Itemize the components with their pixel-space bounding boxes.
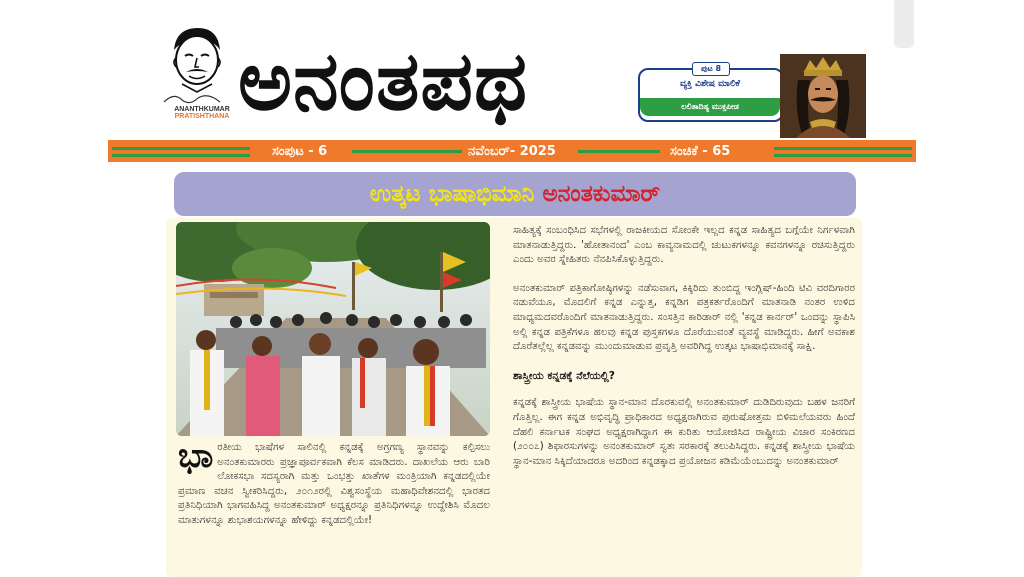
page-edge-shadow xyxy=(894,0,914,48)
issue-volume: ಸಂಪುಟ - 6 xyxy=(272,144,328,159)
issue-info-band xyxy=(108,140,916,164)
article-subheading: ಶಾಸ್ತ್ರೀಯ ಕನ್ನಡಕ್ಕೆ ನೆಲೆಯಲ್ಲಿ? xyxy=(513,369,615,382)
event-photo xyxy=(176,222,490,436)
article-paragraph: ಅನಂತಕುಮಾರ್ ಪತ್ರಿಕಾಗೋಷ್ಠಿಗಳನ್ನು ನಡೆಸುವಾಗ, ಕಿಕ್ಕಿರಿದು ತುಂಬಿದ್ದ ಇಂಗ್ಲಿಷ್-ಹಿಂದಿ ಟಿವಿ ವರದಿಗಾರರ ನಡುವೆಯೂ, ಮೊದಲಿಗೆ ಕನ್ನಡ ಎನ್ನುತ್ತ, ಕನ್ನಡಿಗ ಪತ್ರಕರ್ತರೊಂದಿಗೆ ಮಾತನಾಡಿ ನಂತರ ಉಳಿದ ಮಾಧ್ಯಮದವರೊಂದಿಗೆ ಮಾತನಾಡುತ್ತಿದ್ದರು. ಸಂಸತ್ತಿನ ಕಾರಿಡಾರ್ ನಲ್ಲಿ 'ಕನ್ನಡ ಕಾರ್ನರ್' ಒಂದನ್ನು ಸ್ಥಾಪಿಸಿ ಅಲ್ಲಿ ಕನ್ನಡ ಪತ್ರಿಕೆಗಳೂ ಹಲವು ಕನ್ನಡ ಪುಸ್ತಕಗಳೂ ದೊರೆಯುವಂತೆ ವ್ಯವಸ್ಥೆ ಮಾಡಿದ್ದರು. ಹೀಗೆ ಅವಕಾಶ ದೊರೆತಲ್ಲೆಲ್ಲ ಕನ್ನಡವನ್ನು ಮುಂದುಮಾಡುವ ಪ್ರವೃತ್ತಿ ಅವರಿಗಿದ್ದ ಉತ್ಕಟ ಭಾಷಾಭಿಮಾನಕ್ಕೆ ಸಾಕ್ಷಿ. xyxy=(513,282,855,353)
masthead-title: ಅನಂತಪಥ xyxy=(238,34,528,129)
article-column-right xyxy=(513,224,855,483)
brand-name: ANANTHKUMAR PRATISHTHANA xyxy=(174,106,230,120)
article-paragraph: ಕನ್ನಡಕ್ಕೆ ಶಾಸ್ತ್ರೀಯ ಭಾಷೆಯ ಸ್ಥಾನ-ಮಾನ ದೊರಕುವಲ್ಲಿ ಅನಂತಕುಮಾರ್ ದುಡಿದಿರುವುದು ಬಹಳ ಜನರಿಗೆ ಗೊತ್ತಿಲ್ಲ. ಈಗ ಕನ್ನಡ ಅಭಿವೃದ್ಧಿ ಪ್ರಾಧಿಕಾರದ ಅಧ್ಯಕ್ಷರಾಗಿರುವ ಪುರುಷೋತ್ತಮ ಬಿಳಿಮಲೆಯವರು ಹಿಂದೆ ದೆಹಲಿ ಕರ್ನಾಟಕ ಸಂಘದ ಅಧ್ಯಕ್ಷರಾಗಿದ್ದಾಗ ಈ ಕುರಿತು ಆಯೋಜಿಸಿದ ರಾಷ್ಟ್ರೀಯ ವಿಚಾರ ಸಂಕಿರಣದ (೨೦೦೭) ಶಿಫಾರಸುಗಳನ್ನು ಅನಂತಕುಮಾರ್ ಸ್ವತಃ ಸರಕಾರಕ್ಕೆ ತಲುಪಿಸಿದ್ದರು. ಕನ್ನಡಕ್ಕೆ ಶಾಸ್ತ್ರೀಯ ಭಾಷೆಯ ಸ್ಥಾನ-ಮಾನ ಸಿಕ್ಕಿದೆಯಾದರೂ ಅದರಿಂದ ಕನ್ನಡಕ್ಕಾದ ಪ್ರಯೋಜನ ಕಡಿಮೆಯೆಂಬುದನ್ನು ಅನಂತಕುಮಾರ್ xyxy=(513,397,855,467)
founder-caricature xyxy=(160,22,232,106)
drop-cap: ಭಾ xyxy=(178,436,214,476)
headline-banner xyxy=(174,172,856,216)
series-name: ವ್ಯಕ್ತಿ ವಿಶೇಷ ಮಾಲಿಕೆ xyxy=(680,79,740,89)
series-page-label: ಪುಟ 8 xyxy=(692,62,730,76)
article-column-left xyxy=(178,436,490,529)
series-subject: ಲಲಿತಾದಿತ್ಯ ಮುಕ್ತಪೀಡ xyxy=(640,98,780,116)
series-badge xyxy=(638,62,782,120)
article-paragraph: ಸಾಹಿತ್ಯಕ್ಕೆ ಸಂಬಂಧಿಸಿದ ಸಭೆಗಳಲ್ಲಿ ರಾಜಕೀಯದ ಸೋಂಕೇ ಇಲ್ಲದ ಕನ್ನಡ ಸಾಹಿತ್ಯದ ಬಗ್ಗೆಯೇ ನಿರ್ಗಳವಾಗಿ ಮಾತನಾಡುತ್ತಿದ್ದರು. 'ಹೋತಾನಂದ' ಎಂಬ ಕಾವ್ಯನಾಮದಲ್ಲಿ ಚುಟುಕಗಳನ್ನೂ ಕವನಗಳನ್ನೂ ರಚಿಸುತ್ತಿದ್ದರು ಎಂದು ಅವರ ಸ್ನೇಹಿತರು ನೆನಪಿಸಿಕೊಳ್ಳುತ್ತಿದ್ದರು. xyxy=(513,225,855,266)
king-portrait-image xyxy=(780,54,866,138)
issue-number: ಸಂಚಿಕೆ - 65 xyxy=(670,144,731,159)
article-headline: ಉತ್ಕಟ ಭಾಷಾಭಿಮಾನಿ ಅನಂತಕುಮಾರ್ xyxy=(369,181,661,207)
issue-date: ನವೆಂಬರ್- 2025 xyxy=(468,144,556,159)
article-left-text: ರತೀಯ ಭಾಷೆಗಳ ಸಾಲಿನಲ್ಲಿ ಕನ್ನಡಕ್ಕೆ ಅಗ್ರಗಣ್ಯ ಸ್ಥಾನವನ್ನು ಕಲ್ಪಿಸಲು ಅನಂತಕುಮಾರರು ಪ್ರಜ್ಞಾಪೂರ್ವಕವಾಗಿ ಕೆಲಸ ಮಾಡಿದರು. ದಾಖಲೆಯ ಆರು ಬಾರಿ ಲೋಕಸಭಾ ಸದಸ್ಯರಾಗಿ ಮತ್ತು ಒಂಭತ್ತು ಖಾತೆಗಳ ಮಂತ್ರಿಯಾಗಿ ಕನ್ನಡದಲ್ಲಿಯೇ ಪ್ರಮಾಣ ವಚನ ಸ್ವೀಕರಿಸಿದ್ದರು, ೨೦೧೨ರಲ್ಲಿ ವಿಶ್ವಸಂಸ್ಥೆಯ ಮಹಾಧಿವೇಶನದಲ್ಲಿ ಭಾರತದ ಪ್ರತಿನಿಧಿಯಾಗಿ ಭಾಗವಹಿಸಿದ್ದ ಅನಂತಕುಮಾರ್ ಅಧ್ಯಕ್ಷರನ್ನೂ ಪ್ರತಿನಿಧಿಗಳನ್ನೂ ಉದ್ದೇಶಿಸಿ ಮೊದಲ ಮಾತುಗಳನ್ನೂ ಶುಭಾಶಯಗಳನ್ನೂ ಹೇಳಿದ್ದು ಕನ್ನಡದಲ್ಲಿಯೇ! xyxy=(178,442,490,526)
